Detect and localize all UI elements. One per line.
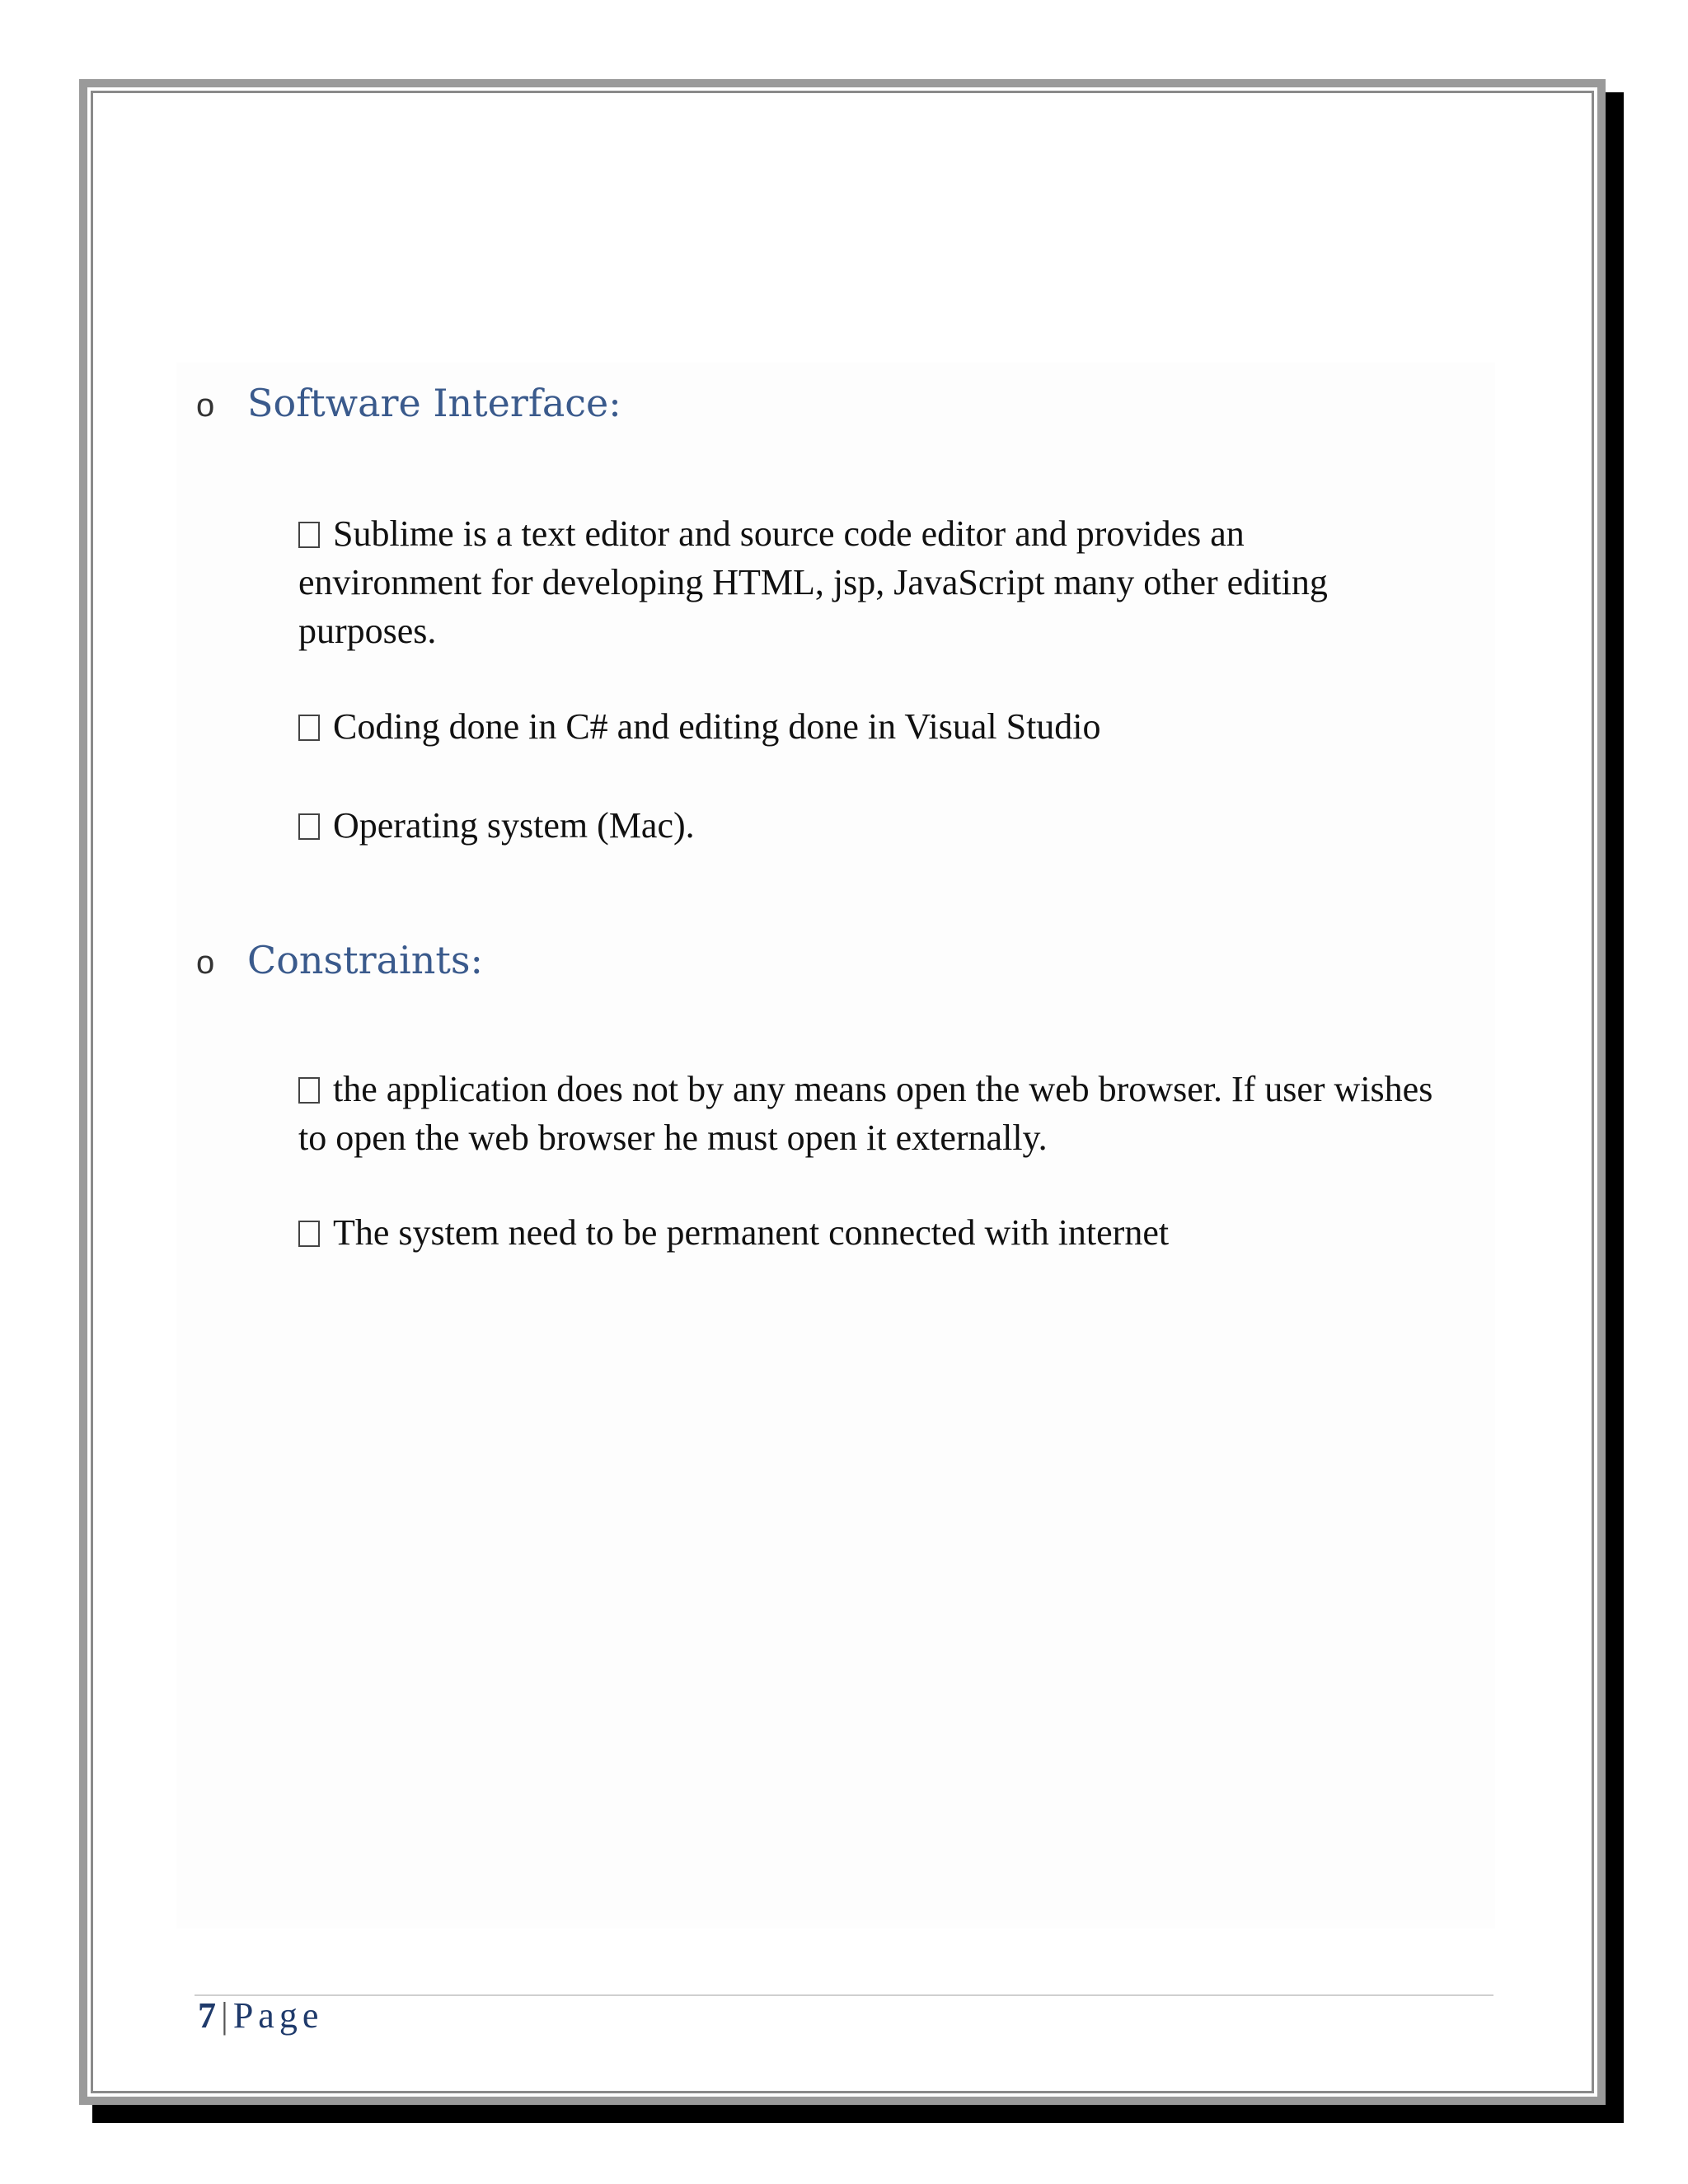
missing-glyph-box-icon — [298, 1221, 320, 1247]
footer-separator: | — [221, 1995, 228, 2036]
missing-glyph-box-icon — [298, 1077, 320, 1104]
missing-glyph-box-icon — [298, 813, 320, 840]
page-number: 7 — [198, 1995, 216, 2036]
missing-glyph-box-icon — [298, 715, 320, 741]
page-label: Page — [232, 1995, 324, 2036]
hollow-circle-bullet-icon: o — [196, 944, 215, 981]
section-heading-software-interface: o Software Interface: — [196, 381, 621, 425]
page-footer — [198, 1994, 323, 2036]
bullet-item: The system need to be permanent connected with internet — [298, 1208, 1436, 1257]
missing-glyph-box-icon — [298, 522, 320, 548]
hollow-circle-bullet-icon: o — [196, 387, 215, 424]
bullet-item: the application does not by any means open the web browser. If user wishes to open the web browser he must open it externally. — [298, 1069, 1433, 1158]
bullet-item: Sublime is a text editor and source code editor and provides an environment for developing HTML, jsp, JavaScript many other editing purposes. — [298, 513, 1328, 651]
bullet-item: Coding done in C# and editing done in Visual Studio — [298, 702, 1436, 751]
section-heading-constraints: o Constraints: — [196, 938, 483, 982]
footer-divider — [195, 1994, 1493, 1996]
bullet-item: Operating system (Mac). — [298, 801, 1436, 850]
